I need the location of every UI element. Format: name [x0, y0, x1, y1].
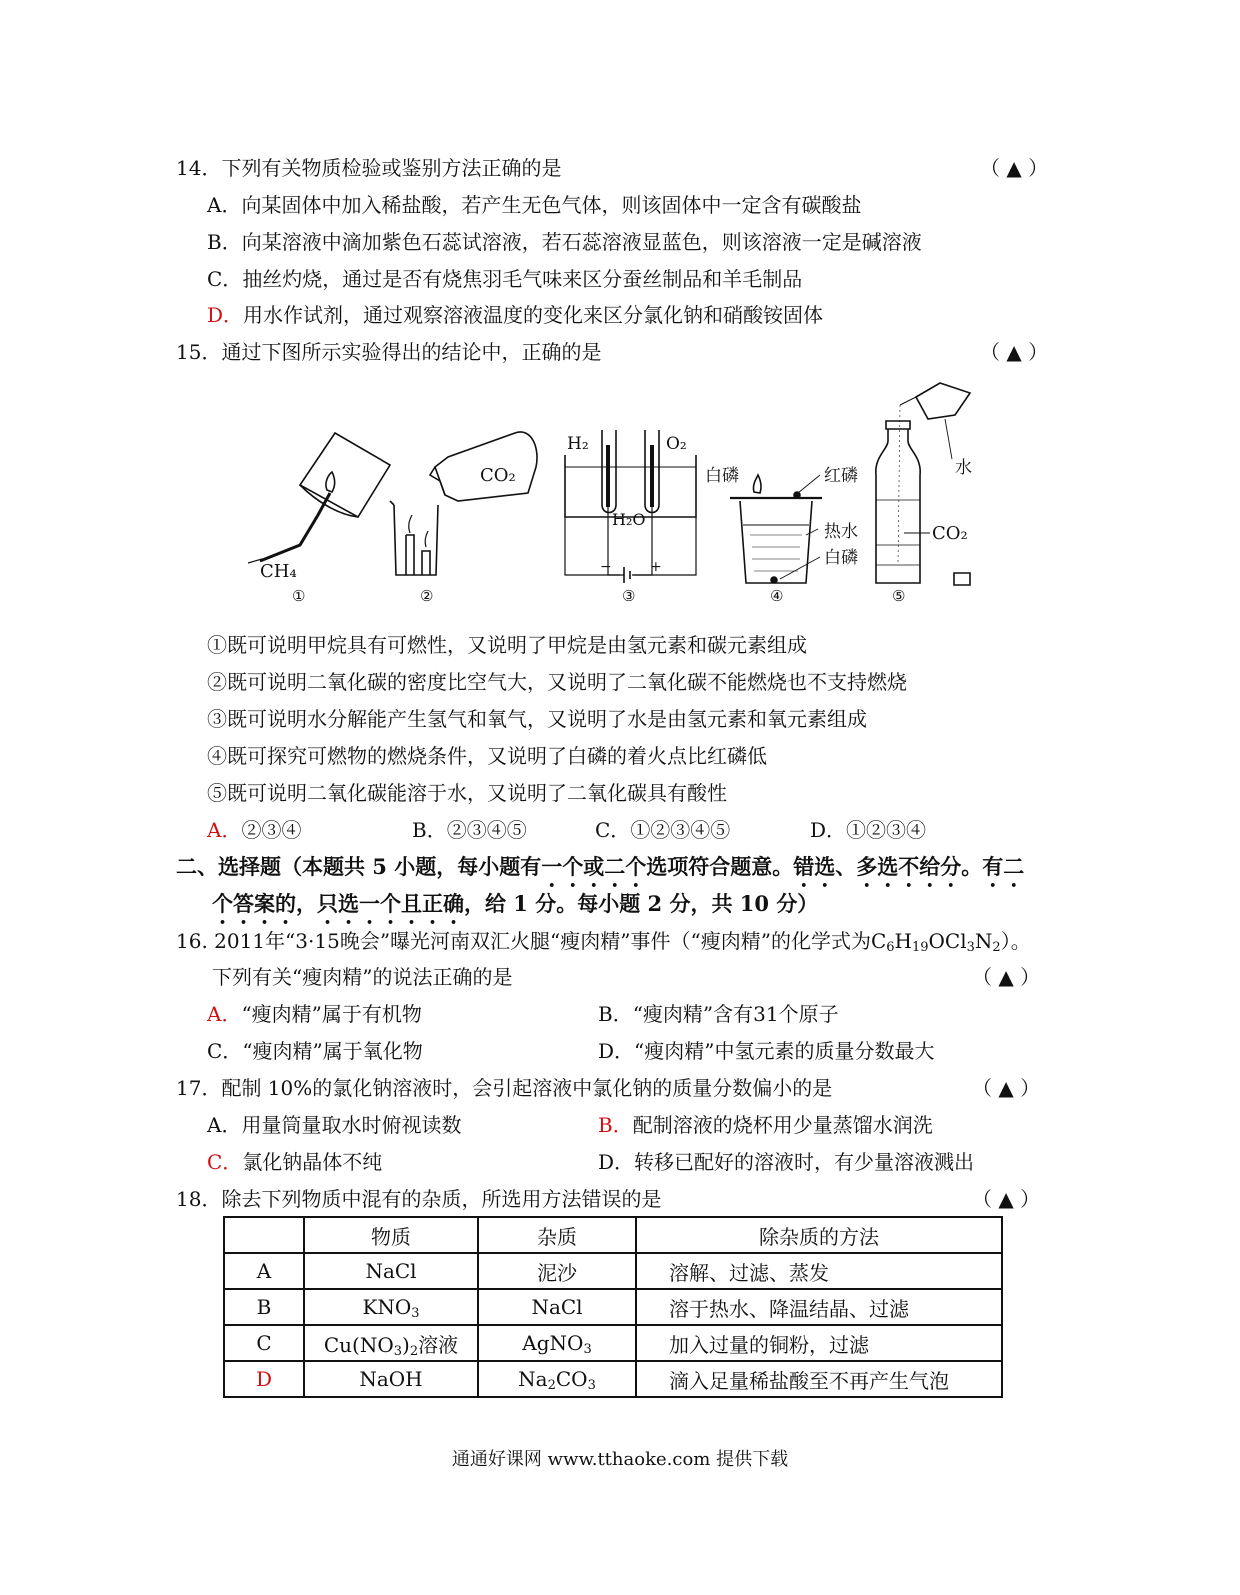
substance-cell: $Cu(NO_3)_2$溶液: [304, 1325, 478, 1361]
q17-option-d: D．转移已配好的溶液时，有少量溶液溅出: [598, 1150, 975, 1174]
experiment-1-methane-burning: [248, 433, 390, 605]
q15-option-a: A．②③④: [207, 818, 302, 842]
answer-letter: C．: [207, 1150, 243, 1174]
table-header-cell: 杂质: [478, 1217, 636, 1253]
q17-option-c: C．氯化钠晶体不纯: [207, 1150, 383, 1174]
substance-cell: NaOH: [304, 1361, 478, 1397]
svg-text:⑤: ⑤: [892, 587, 906, 605]
q15-statement-4: ④既可探究可燃物的燃烧条件，又说明了白磷的着火点比红磷低: [207, 744, 767, 768]
q16-answer-mark: （ ▲ ）: [972, 965, 1041, 989]
method-cell: 溶解、过滤、蒸发: [636, 1253, 1002, 1289]
table-header-row: [224, 1217, 1002, 1253]
q16-stem-line2: 下列有关“瘦肉精”的说法正确的是: [212, 965, 513, 989]
q17-answer-mark: （ ▲ ）: [972, 1076, 1041, 1100]
q16-option-b: B．“瘦肉精”含有31个原子: [598, 1002, 839, 1026]
section-2-heading-line1: 二、选择题（本题共 5 小题，每小题有一个或二个选项符合题意。错选、多选不给分。有二: [176, 854, 1025, 879]
q15-statement-2: ②既可说明二氧化碳的密度比空气大，又说明了二氧化碳不能燃烧也不支持燃烧: [207, 670, 907, 694]
table-header-cell: [224, 1217, 304, 1253]
q15-option-d: D．①②③④: [810, 818, 927, 842]
answer-letter: A．: [207, 818, 242, 842]
q14-option-a: A．向某固体中加入稀盐酸，若产生无色气体，则该固体中一定含有碳酸盐: [207, 193, 862, 217]
answer-letter: D．: [207, 303, 244, 327]
experiment-5-bottle: [876, 383, 972, 605]
svg-text:CO₂: CO₂: [480, 465, 516, 486]
impurity-cell: $Na_2CO_3$: [478, 1361, 636, 1397]
svg-text:水: 水: [955, 458, 972, 478]
table-row: [224, 1253, 1002, 1289]
table-header-cell: 除杂质的方法: [636, 1217, 1002, 1253]
svg-text:热水: 热水: [824, 522, 858, 542]
q18-answer-mark: （ ▲ ）: [972, 1187, 1041, 1211]
table-row: [224, 1325, 1002, 1361]
svg-text:①: ①: [292, 587, 306, 605]
q15-statement-3: ③既可说明水分解能产生氢气和氧气，又说明了水是由氢元素和氧元素组成: [207, 707, 867, 731]
row-label: C: [224, 1325, 304, 1361]
svg-text:CO₂: CO₂: [932, 523, 968, 544]
svg-text:④: ④: [770, 587, 784, 605]
q15-stem: 15．通过下图所示实验得出的结论中，正确的是: [176, 340, 602, 364]
impurity-cell: AgNO$_3$: [478, 1325, 636, 1361]
row-label: D: [224, 1361, 304, 1397]
q14-option-d: D．用水作试剂，通过观察溶液温度的变化来区分氯化钠和硝酸铵固体: [207, 303, 824, 327]
svg-text:红磷: 红磷: [824, 466, 858, 486]
svg-text:白磷: 白磷: [705, 466, 739, 486]
svg-text:O₂: O₂: [666, 434, 687, 454]
method-cell: 滴入足量稀盐酸至不再产生气泡: [636, 1361, 1002, 1397]
q18-stem: 18．除去下列物质中混有的杂质，所选用方法错误的是: [176, 1187, 662, 1211]
method-cell: 加入过量的铜粉，过滤: [636, 1325, 1002, 1361]
q17-option-a: A．用量筒量取水时俯视读数: [207, 1113, 462, 1137]
svg-text:②: ②: [420, 587, 434, 605]
q15-answer-mark: （ ▲ ）: [980, 340, 1049, 364]
impurity-cell: 泥沙: [478, 1253, 636, 1289]
q15-statement-5: ⑤既可说明二氧化碳能溶于水，又说明了二氧化碳具有酸性: [207, 781, 727, 805]
q14-option-b: B．向某溶液中滴加紫色石蕊试溶液，若石蕊溶液显蓝色，则该溶液一定是碱溶液: [207, 230, 922, 254]
table-row: [224, 1361, 1002, 1397]
q14-answer-mark: （ ▲ ）: [980, 156, 1049, 180]
substance-cell: NaCl: [304, 1253, 478, 1289]
table-header-cell: 物质: [304, 1217, 478, 1253]
row-label: A: [224, 1253, 304, 1289]
answer-letter: A．: [207, 1002, 242, 1026]
q15-option-c: C．①②③④⑤: [595, 818, 731, 842]
section-2-heading-line2: 个答案的，只选一个且正确，给 1 分。每小题 2 分，共 10 分）: [212, 891, 819, 916]
svg-text:+: +: [650, 559, 662, 575]
substance-cell: $KNO_3$: [304, 1289, 478, 1325]
page-footer: 通通好课网 www.tthaoke.com 提供下载: [451, 1449, 789, 1470]
svg-text:白磷: 白磷: [824, 548, 858, 568]
q18-table: [223, 1216, 1003, 1398]
svg-text:−: −: [600, 559, 612, 575]
svg-text:CH₄: CH₄: [260, 561, 297, 582]
svg-text:③: ③: [622, 587, 636, 605]
svg-text:H₂O: H₂O: [612, 510, 646, 529]
answer-letter: B．: [598, 1113, 633, 1137]
q15-statement-1: ①既可说明甲烷具有可燃性，又说明了甲烷是由氢元素和碳元素组成: [207, 633, 807, 657]
experiment-3-electrolysis: [565, 430, 696, 605]
experiment-2-co2-candles: [390, 432, 537, 605]
q16-option-c: C．“瘦肉精”属于氧化物: [207, 1039, 423, 1063]
q17-stem: 17．配制 10%的氯化钠溶液时，会引起溶液中氯化钠的质量分数偏小的是: [176, 1076, 833, 1100]
experiment-figure: [240, 375, 1010, 615]
q14-option-c: C．抽丝灼烧，通过是否有烧焦羽毛气味来区分蚕丝制品和羊毛制品: [207, 267, 803, 291]
svg-text:H₂: H₂: [567, 434, 589, 454]
q16-option-a: A．“瘦肉精”属于有机物: [207, 1002, 422, 1026]
q16-option-d: D．“瘦肉精”中氢元素的质量分数最大: [598, 1039, 935, 1063]
method-cell: 溶于热水、降温结晶、过滤: [636, 1289, 1002, 1325]
row-label: B: [224, 1289, 304, 1325]
q16-stem-line1: 16. 2011年“3·15晚会”曝光河南双汇火腿“瘦肉精”事件（“瘦肉精”的化学式为$C_6H_{19}OCl_3N_2$）。: [176, 929, 1031, 955]
q17-option-b: B．配制溶液的烧杯用少量蒸馏水润洗: [598, 1113, 933, 1137]
experiment-4-phosphorus: [705, 466, 858, 605]
q14-stem: 14．下列有关物质检验或鉴别方法正确的是: [176, 156, 562, 180]
impurity-cell: NaCl: [478, 1289, 636, 1325]
q15-option-b: B．②③④⑤: [412, 818, 527, 842]
table-row: [224, 1289, 1002, 1325]
